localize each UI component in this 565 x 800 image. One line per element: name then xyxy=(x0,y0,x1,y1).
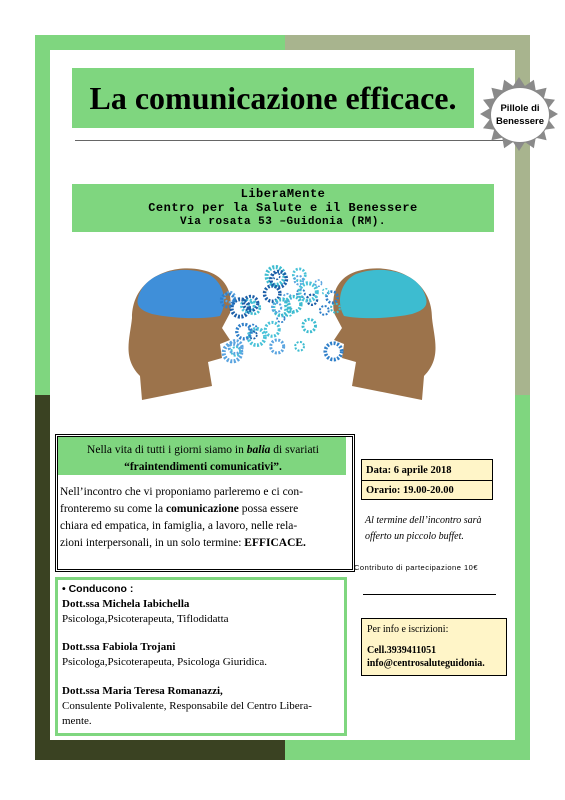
speakers-heading: • Conducono : xyxy=(62,583,134,595)
info-email[interactable]: info@centrosaluteguidonia. xyxy=(367,658,485,669)
info-title: Per info e iscrizioni: xyxy=(367,624,449,635)
frame-left-lower xyxy=(35,395,50,760)
speaker-2-name: Dott.ssa Fabiola Trojani xyxy=(62,641,176,653)
page-title: La comunicazione efficace. xyxy=(89,79,457,116)
frame-top-left xyxy=(35,35,285,50)
contribution-rule xyxy=(363,594,496,595)
frame-right-lower xyxy=(515,395,530,760)
frame-left-upper xyxy=(35,35,50,395)
gear-icon xyxy=(295,276,304,285)
event-time: Orario: 19.00-20.00 xyxy=(361,480,493,500)
contribution-fee: Contributo di partecipazione 10€ xyxy=(354,563,478,572)
gear-icon xyxy=(320,306,329,315)
gear-icon xyxy=(295,342,304,351)
speaker-3-role: Consulente Polivalente, Responsabile del Centro Libera- xyxy=(62,700,312,712)
gear-icon xyxy=(273,273,280,280)
gears-icon xyxy=(221,267,341,361)
center-name: LiberaMente xyxy=(240,187,326,201)
description-line-1: Nella vita di tutti i giorni siamo in balia di svariati xyxy=(87,444,319,456)
badge-line-1: Pillole di xyxy=(500,103,540,114)
info-phone: Cell.3939411051 xyxy=(367,645,437,656)
center-address: Via rosata 53 –Guidonia (RM). xyxy=(180,216,386,228)
title-rule xyxy=(75,140,515,141)
center-banner xyxy=(72,184,494,232)
badge-line-2: Benessere xyxy=(495,116,545,127)
speaker-2-role: Psicologa,Psicoterapeuta, Psicologa Giuridica. xyxy=(62,656,267,668)
badge-label xyxy=(490,87,550,143)
event-date: Data: 6 aprile 2018 xyxy=(361,459,493,481)
right-head-icon xyxy=(333,268,435,400)
frame-bottom-left xyxy=(35,740,285,760)
frame-bottom-right xyxy=(285,740,530,760)
frame-top-right xyxy=(285,35,530,50)
description-line-2: “fraintendimenti comunicativi”. xyxy=(124,461,282,473)
title-banner xyxy=(72,68,474,128)
buffet-note: Al termine dell’incontro sarà offerto un piccolo buffet. xyxy=(365,515,482,542)
speaker-3-name: Dott.ssa Maria Teresa Romanazzi, xyxy=(62,685,223,697)
speaker-3-role-cont: mente. xyxy=(62,715,92,727)
gear-icon xyxy=(325,343,341,359)
gear-icon xyxy=(271,340,284,353)
gear-icon xyxy=(267,267,285,285)
gear-icon xyxy=(265,286,280,301)
speaker-1-role: Psicologa,Psicoterapeuta, Tiflodidatta xyxy=(62,613,229,625)
gear-icon xyxy=(265,322,279,336)
gear-icon xyxy=(323,289,329,295)
gear-icon xyxy=(303,319,316,332)
center-subtitle: Centro per la Salute e il Benessere xyxy=(148,201,418,215)
heads-gears-illustration xyxy=(112,258,452,400)
gear-icon xyxy=(315,280,321,286)
description-paragraph: Nell’incontro che vi proponiamo parleremo e ci con- fronteremo su come la comunicazione possa essere chiara ed empatica, in famiglia, a lavoro, nelle rela- zioni interpersonali, in un solo termine: EFFICACE. xyxy=(60,486,306,549)
speaker-1-name: Dott.ssa Michela Iabichella xyxy=(62,598,190,610)
left-head-icon xyxy=(129,268,231,400)
info-box xyxy=(361,618,507,676)
